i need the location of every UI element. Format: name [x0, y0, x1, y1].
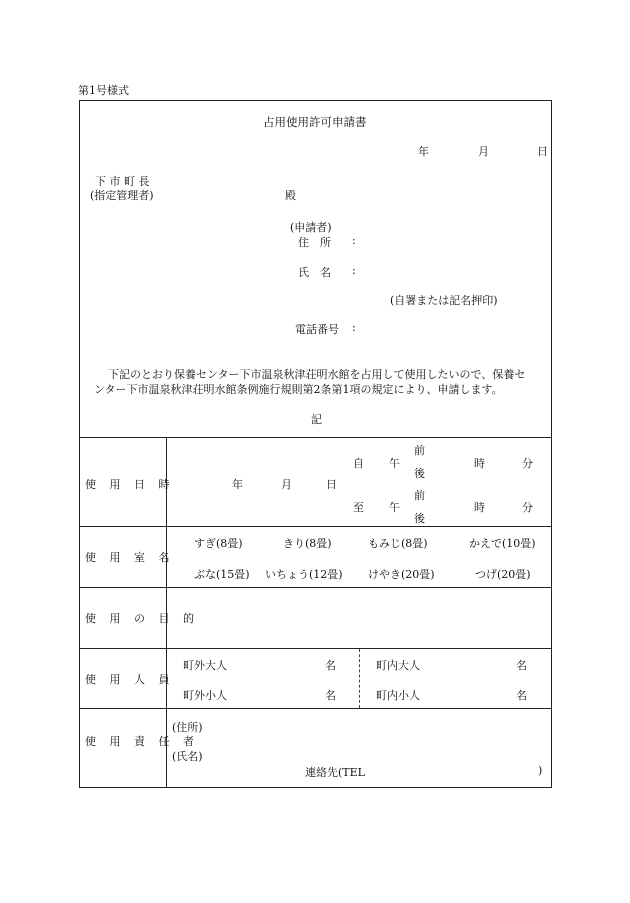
to-pm: 後 [414, 512, 425, 525]
date-month: 月 [478, 145, 489, 158]
usage-day: 日 [326, 478, 337, 491]
usage-datetime-label: 使 用 日 時 [85, 478, 175, 491]
phone-colon: : [352, 321, 356, 334]
purpose-label: 使 用 の 目 的 [85, 612, 199, 625]
room-momiji: もみじ(8畳) [368, 537, 428, 550]
room-icho: いちょう(12畳) [265, 568, 343, 581]
to-am: 前 [414, 489, 425, 502]
room-kaede: かえで(10畳) [469, 537, 536, 550]
from-hour: 時 [474, 457, 485, 470]
addressee-manager: (指定管理者) [90, 189, 154, 202]
from-minute: 分 [522, 457, 533, 470]
to-label: 至 [353, 501, 364, 514]
date-year: 年 [418, 145, 429, 158]
addressee-honorific: 殿 [285, 189, 296, 202]
inside-child-unit: 名 [516, 689, 527, 702]
outside-child-unit: 名 [325, 689, 336, 702]
from-pm: 後 [414, 467, 425, 480]
address-label: 住 所 [298, 236, 331, 249]
date-day: 日 [537, 145, 548, 158]
row-divider-1 [79, 526, 552, 527]
room-buna: ぶな(15畳) [194, 568, 250, 581]
name-colon: : [352, 264, 356, 277]
ki-mark: 記 [311, 413, 322, 426]
outside-child-label: 町外小人 [183, 689, 227, 702]
from-am: 前 [414, 444, 425, 457]
phone-label: 電話番号 [295, 323, 339, 336]
form-number: 第1号様式 [78, 84, 129, 97]
to-noon: 午 [389, 501, 400, 514]
table-top-line [79, 437, 552, 438]
responsible-label: 使 用 責 任 者 [85, 735, 199, 748]
responsible-address: (住所) [172, 721, 203, 734]
responsible-name: (氏名) [172, 750, 203, 763]
name-label: 氏 名 [298, 266, 331, 279]
room-sugi: すぎ(8畳) [194, 537, 243, 550]
room-kiri: きり(8畳) [283, 537, 332, 550]
row-divider-2 [79, 587, 552, 588]
inside-adult-unit: 名 [516, 659, 527, 672]
applicant-header: (申請者) [290, 221, 332, 234]
people-label: 使 用 人 員 [85, 673, 175, 686]
responsible-contact: 連絡先(TEL [305, 766, 365, 779]
to-hour: 時 [474, 501, 485, 514]
usage-year: 年 [232, 478, 243, 491]
outside-adult-label: 町外大人 [183, 659, 227, 672]
row-divider-3 [79, 648, 552, 649]
room-tsuge: つげ(20畳) [475, 568, 531, 581]
people-dashed-divider [359, 649, 360, 708]
rooms-label: 使 用 室 名 [85, 551, 175, 564]
room-keyaki: けやき(20畳) [368, 568, 435, 581]
form-title: 占用使用許可申請書 [263, 115, 367, 129]
signature-note: (自署または記名押印) [390, 294, 498, 307]
row-divider-4 [79, 708, 552, 709]
from-label: 自 [353, 457, 364, 470]
from-noon: 午 [389, 457, 400, 470]
body-text-line1: 下記のとおり保養センター下市温泉秋津荘明水館を占用して使用したいので、保養セ [108, 368, 526, 381]
body-text-line2: ンター下市温泉秋津荘明水館条例施行規則第2条第1項の規定により、申請します。 [94, 383, 503, 396]
inside-adult-label: 町内大人 [376, 659, 420, 672]
usage-month: 月 [281, 478, 292, 491]
inside-child-label: 町内小人 [376, 689, 420, 702]
addressee-title: 下 市 町 長 [95, 175, 150, 188]
address-colon: : [352, 234, 356, 247]
responsible-contact-close: ) [538, 764, 543, 777]
outside-adult-unit: 名 [325, 659, 336, 672]
to-minute: 分 [522, 501, 533, 514]
